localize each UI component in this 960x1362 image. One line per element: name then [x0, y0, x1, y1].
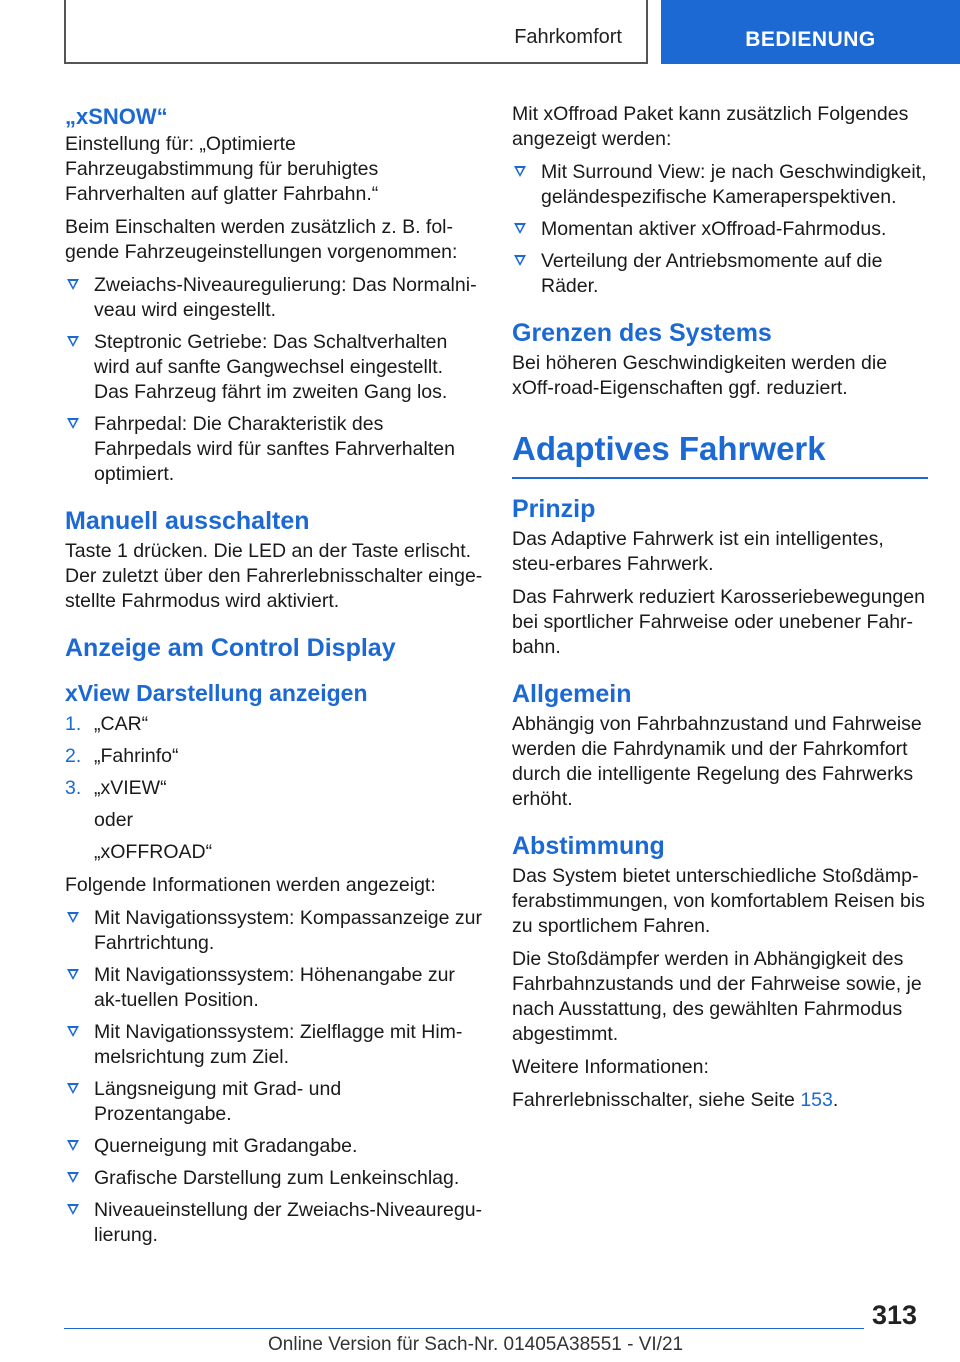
offroad-intro: Mit xOffroad Paket kann zusätzlich Folgendes angezeigt werden:: [512, 103, 909, 150]
anzeige-heading: Anzeige am Control Display: [65, 634, 396, 662]
triangle-bullet-icon: [67, 912, 79, 923]
list-item: Steptronic Getriebe: Das Schaltverhalten wird auf sanfte Gangwechsel eingestellt. Das Fahrzeug fährt im zweiten Gang los.: [65, 330, 483, 405]
adaptiv-heading: Adaptives Fahrwerk: [512, 427, 928, 479]
step-item: 1. „CAR“: [65, 713, 149, 735]
list-item: Verteilung der Antriebsmomente auf die Räder.: [512, 249, 928, 299]
list-item: Mit Surround View: je nach Geschwindigkeit, geländespezifische Kameraperspektiven.: [512, 160, 928, 210]
triangle-bullet-icon: [67, 1172, 79, 1183]
grenzen-paragraph: Bei höheren Geschwindigkeiten werden die xOff-road-Eigenschaften ggf. reduziert.: [512, 352, 888, 399]
page-link-153[interactable]: 153: [800, 1089, 833, 1111]
right-column: [512, 102, 928, 1121]
xview-steps: [65, 712, 483, 865]
footer-divider: [64, 1328, 864, 1329]
list-item: Querneigung mit Gradangabe.: [65, 1134, 483, 1159]
step-item: 3. „xVIEW“ oder „xOFFROAD“: [65, 776, 483, 865]
prinzip-paragraph-1: Das Adaptive Fahrwerk ist ein intelligentes, steu-erbares Fahrwerk.: [512, 528, 884, 575]
prinzip-heading: Prinzip: [512, 495, 596, 523]
offroad-list: [512, 160, 928, 299]
list-item: Mit Navigationssystem: Zielflagge mit Him-melsrichtung zum Ziel.: [65, 1020, 483, 1070]
list-item: Zweiachs-Niveauregulierung: Das Normalni-veau wird eingestellt.: [65, 273, 483, 323]
allgemein-paragraph: Abhängig von Fahrbahnzustand und Fahrweise werden die Fahrdynamik und der Fahrkomfort durch die intelligente Regelung des Fahrwerks erhöht.: [512, 713, 922, 810]
triangle-bullet-icon: [67, 336, 79, 347]
footer-online-version: Online Version für Sach-Nr. 01405A38551 - VI/21: [268, 1334, 684, 1355]
triangle-bullet-icon: [67, 1204, 79, 1215]
left-column: [65, 102, 483, 1256]
xsnow-paragraph-2: Beim Einschalten werden zusätzlich z. B. fol-gende Fahrzeugeinstellungen vorgenommen:: [65, 216, 458, 263]
manuell-heading: Manuell ausschalten: [65, 507, 310, 535]
page-number: 313: [872, 1300, 918, 1330]
info-intro: Folgende Informationen werden angezeigt:: [65, 874, 436, 896]
grenzen-heading: Grenzen des Systems: [512, 319, 772, 347]
xsnow-paragraph-1: Einstellung für: „Optimierte Fahrzeugabstimmung für beruhigtes Fahrverhalten auf glatter Fahrbahn.“: [65, 133, 379, 205]
xsnow-heading: „xSNOW“: [65, 104, 168, 129]
list-item: Längsneigung mit Grad- und Prozentangabe.: [65, 1077, 483, 1127]
triangle-bullet-icon: [67, 969, 79, 980]
list-item: Mit Navigationssystem: Höhenangabe zur ak-tuellen Position.: [65, 963, 483, 1013]
xview-heading: xView Darstellung anzeigen: [65, 680, 368, 706]
info-list: [65, 906, 483, 1248]
triangle-bullet-icon: [67, 1026, 79, 1037]
xsnow-list: [65, 273, 483, 487]
header-chapter-box: [661, 0, 960, 64]
manuell-paragraph: Taste 1 drücken. Die LED an der Taste erlischt. Der zuletzt über den Fahrerlebnisschalter einge-stellte Fahrmodus wird aktiviert.: [65, 540, 483, 612]
step-item: 2. „Fahrinfo“: [65, 745, 179, 767]
triangle-bullet-icon: [67, 1083, 79, 1094]
step-3-alternative: „xOFFROAD“: [94, 841, 213, 863]
allgemein-heading: Allgemein: [512, 680, 632, 708]
list-item: Momentan aktiver xOffroad-Fahrmodus.: [512, 217, 928, 242]
list-item: Grafische Darstellung zum Lenkeinschlag.: [65, 1166, 483, 1191]
step-3-or: oder: [94, 809, 134, 831]
header-section-title: Fahrkomfort: [514, 26, 622, 48]
header-section-box: [64, 0, 648, 64]
header-chapter-title: BEDIENUNG: [745, 28, 876, 51]
abstimmung-paragraph-2: Die Stoßdämpfer werden in Abhängigkeit des Fahrbahnzustands und der Fahrweise sowie, je nach Ausstattung, des gewählten Fahrmodus abgestimmt.: [512, 948, 922, 1045]
abstimmung-paragraph-1: Das System bietet unterschiedliche Stoßdämp-ferabstimmungen, von komfortablem Reisen bis zu sportlichem Fahren.: [512, 865, 925, 937]
cross-reference: Fahrerlebnisschalter, siehe Seite 153.: [512, 1089, 839, 1111]
triangle-bullet-icon: [67, 1140, 79, 1151]
weitere-informationen: Weitere Informationen:: [512, 1056, 709, 1078]
list-item: Niveaueinstellung der Zweiachs-Niveauregu-lierung.: [65, 1198, 483, 1248]
prinzip-paragraph-2: Das Fahrwerk reduziert Karosseriebewegungen bei sportlicher Fahrweise oder unebener Fahr-bahn.: [512, 586, 925, 658]
triangle-bullet-icon: [67, 418, 79, 429]
abstimmung-heading: Abstimmung: [512, 832, 665, 860]
list-item: Fahrpedal: Die Charakteristik des Fahrpedals wird für sanftes Fahrverhalten optimiert.: [65, 412, 483, 487]
triangle-bullet-icon: [514, 223, 526, 234]
triangle-bullet-icon: [67, 279, 79, 290]
list-item: Mit Navigationssystem: Kompassanzeige zur Fahrtrichtung.: [65, 906, 483, 956]
triangle-bullet-icon: [514, 166, 526, 177]
triangle-bullet-icon: [514, 255, 526, 266]
